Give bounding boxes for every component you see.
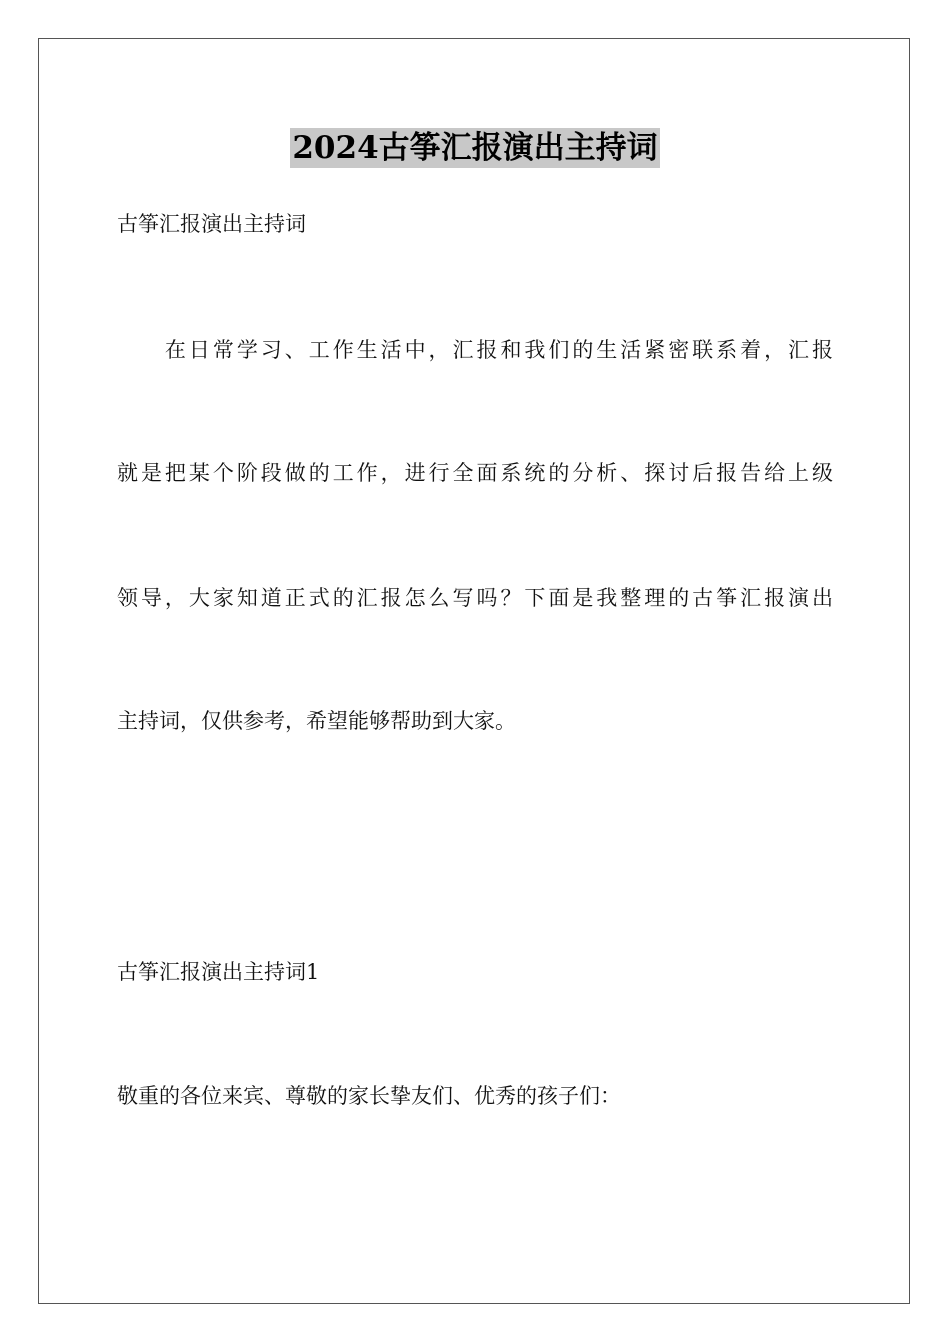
intro-line-1: 在日常学习、工作生活中，汇报和我们的生活紧密联系着，汇报 <box>117 338 833 362</box>
greeting-line: 敬重的各位来宾、尊敬的家长挚友们、优秀的孩子们： <box>117 1084 621 1108</box>
section-heading: 古筝汇报演出主持词1 <box>117 960 320 984</box>
document-title: 2024古筝汇报演出主持词 <box>292 130 658 166</box>
document-subtitle: 古筝汇报演出主持词 <box>117 212 306 236</box>
title-container <box>0 128 950 168</box>
intro-line-3: 领导，大家知道正式的汇报怎么写吗？下面是我整理的古筝汇报演出 <box>117 586 833 610</box>
intro-line-4: 主持词，仅供参考，希望能够帮助到大家。 <box>117 709 516 733</box>
intro-line-2: 就是把某个阶段做的工作，进行全面系统的分析、探讨后报告给上级 <box>117 461 833 485</box>
